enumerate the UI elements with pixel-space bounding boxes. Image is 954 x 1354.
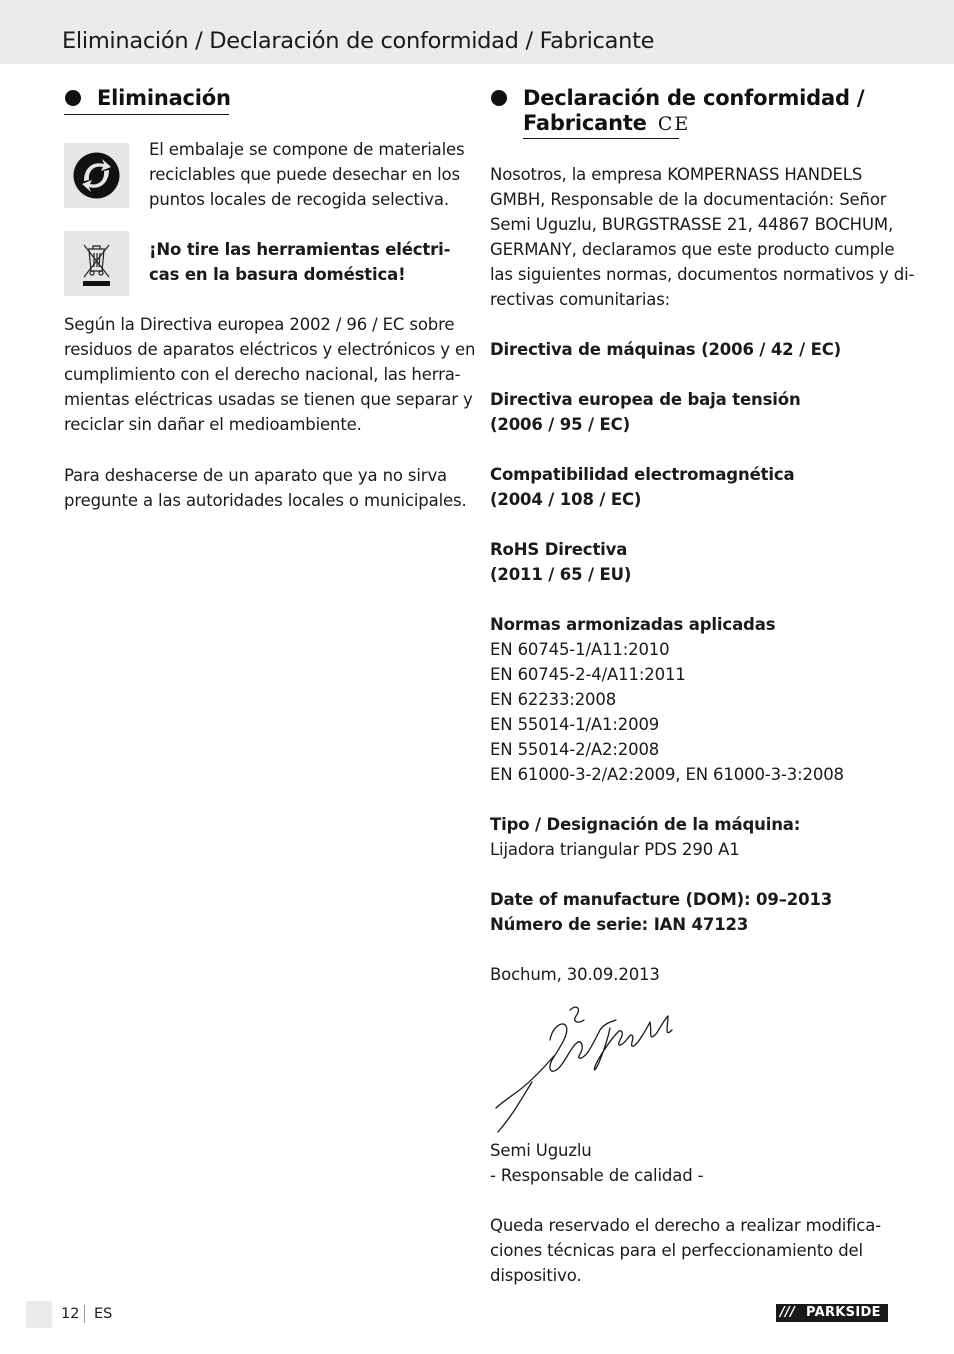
text-line: Nosotros, la empresa KOMPERNASS HANDELS (490, 165, 863, 184)
place-date (490, 962, 660, 987)
type-value: Lijadora triangular PDS 290 A1 (490, 840, 740, 859)
text-line: reciclar sin dañar el medioambiente. (64, 415, 362, 434)
text-line: puntos locales de recogida selectiva. (149, 190, 449, 209)
harmonized-standards (490, 612, 844, 787)
signer-role: - Responsable de calidad - (490, 1166, 704, 1185)
heading-line: Declaración de conformidad / (523, 86, 865, 110)
text-line: Semi Uguzlu, BURGSTRASSE 21, 44867 BOCHUM, (490, 215, 894, 234)
text-line: pregunte a las autoridades locales o municipales. (64, 491, 467, 510)
text-line: GMBH, Responsable de la documentación: Señor (490, 190, 887, 209)
text-line: Directiva europea de baja tensión (490, 390, 801, 409)
crossed-bin-icon (64, 231, 129, 296)
text-line: mientas eléctricas usadas se tienen que separar y (64, 390, 473, 409)
text-line: Para deshacerse de un aparato que ya no sirva (64, 466, 448, 485)
text-line: ciones técnicas para el perfeccionamiento del (490, 1241, 863, 1260)
heading-bullet-icon (65, 90, 81, 106)
standard-item: EN 55014-1/A1:2009 (490, 715, 660, 734)
parkside-logo (776, 1304, 888, 1322)
text-line: (2004 / 108 / EC) (490, 490, 642, 509)
page-number: 12 (61, 1306, 80, 1322)
signer-info (490, 1138, 703, 1188)
footer-divider (84, 1305, 85, 1323)
page-marker (26, 1301, 52, 1328)
heading-line-text: Fabricante (523, 111, 647, 135)
text-line: cas en la basura doméstica! (149, 265, 406, 284)
standard-item: EN 60745-1/A11:2010 (490, 640, 670, 659)
text-line: El embalaje se compone de materiales (149, 140, 465, 159)
logo-slashes: /// (780, 1305, 796, 1320)
text-line: (2006 / 95 / EC) (490, 415, 630, 434)
disposal-text (64, 463, 467, 513)
recycle-icon (64, 143, 129, 208)
section-heading-conformity (523, 86, 864, 137)
warning-text (149, 237, 450, 287)
declaration-intro (490, 162, 914, 312)
heading-bullet-icon (491, 90, 507, 106)
section-heading-elimination (97, 86, 231, 111)
signature-image (492, 998, 692, 1138)
text-line: ¡No tire las herramientas eléctri- (149, 240, 451, 259)
heading-underline (64, 114, 229, 115)
text-line: Bochum, 30.09.2013 (490, 965, 660, 984)
standards-title: Normas armonizadas aplicadas (490, 615, 776, 634)
logo-text: PARKSIDE (806, 1305, 881, 1320)
ce-mark-icon: CE (657, 113, 691, 135)
dom-line: Date of manufacture (DOM): 09–2013 (490, 890, 833, 909)
heading-label: Eliminación (97, 86, 231, 110)
standard-item: EN 62233:2008 (490, 690, 617, 709)
text-line: Compatibilidad electromagnética (490, 465, 795, 484)
rohs-directive (490, 537, 631, 587)
page-title: Eliminación / Declaración de conformidad / Fabricante (62, 28, 655, 54)
standard-item: EN 61000-3-2/A2:2009, EN 61000-3-3:2008 (490, 765, 844, 784)
text-line: (2011 / 65 / EU) (490, 565, 632, 584)
weee-directive-text (64, 312, 475, 437)
machinery-directive (490, 337, 841, 362)
text-line: residuos de aparatos eléctricos y electrónicos y en (64, 340, 476, 359)
serial-line: Número de serie: IAN 47123 (490, 915, 749, 934)
machine-type (490, 812, 800, 862)
text-line: Según la Directiva europea 2002 / 96 / EC sobre (64, 315, 455, 334)
language-code: ES (94, 1306, 113, 1322)
standard-item: EN 60745-2-4/A11:2011 (490, 665, 686, 684)
text-line: Directiva de máquinas (2006 / 42 / EC) (490, 340, 842, 359)
text-line: las siguientes normas, documentos normativos y di- (490, 265, 915, 284)
text-line: GERMANY, declaramos que este producto cumple (490, 240, 895, 259)
text-line: Queda reservado el derecho a realizar modifica- (490, 1216, 881, 1235)
text-line: dispositivo. (490, 1266, 582, 1285)
text-line: cumplimiento con el derecho nacional, las herra- (64, 365, 461, 384)
text-line: reciclables que puede desechar en los (149, 165, 460, 184)
packaging-text (149, 137, 464, 212)
manufacture-info (490, 887, 832, 937)
low-voltage-directive (490, 387, 801, 437)
emc-directive (490, 462, 794, 512)
reservation-text (490, 1213, 881, 1288)
heading-underline (523, 138, 679, 139)
type-title: Tipo / Designación de la máquina: (490, 815, 801, 834)
heading-line (523, 111, 864, 137)
standard-item: EN 55014-2/A2:2008 (490, 740, 660, 759)
text-line: rectivas comunitarias: (490, 290, 671, 309)
signer-name: Semi Uguzlu (490, 1141, 592, 1160)
text-line: RoHS Directiva (490, 540, 628, 559)
